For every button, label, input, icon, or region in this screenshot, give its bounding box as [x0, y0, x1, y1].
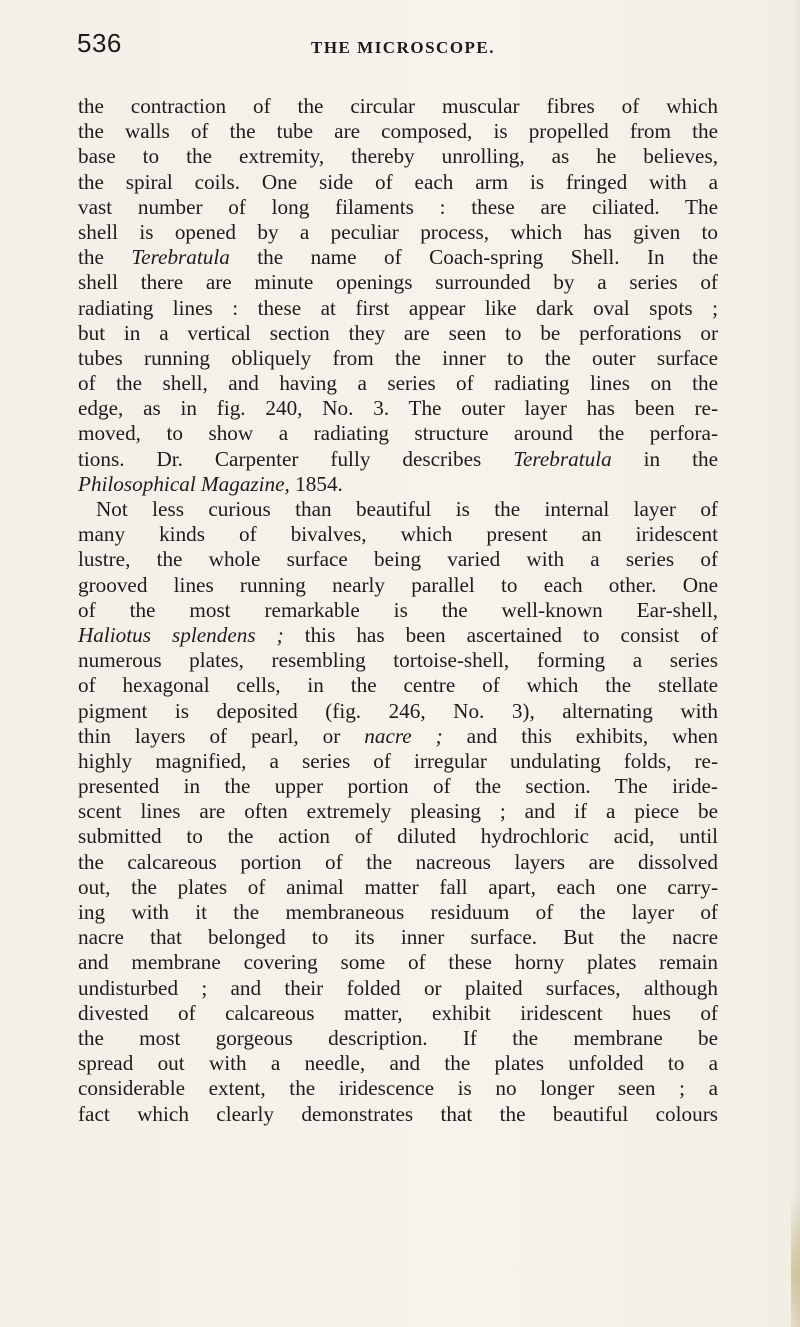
text-line [78, 925, 718, 950]
line-text-post: and this exhibits, when [442, 723, 719, 748]
text-line [78, 1026, 718, 1051]
text-line [78, 1001, 718, 1026]
text-line [78, 346, 718, 371]
line-text-post: 1854. [289, 471, 343, 496]
line-text-post: this has been ascertained to consist of [283, 622, 718, 647]
line-text: numerous plates, resembling tortoise-shell, forming a series [78, 648, 718, 673]
page-number: 536 [77, 28, 122, 58]
text-line [78, 1051, 718, 1076]
line-text: spread out with a needle, and the plates unfolded to a [78, 1051, 718, 1076]
line-text: submitted to the action of diluted hydrochloric acid, until [78, 824, 718, 849]
text-line [78, 598, 718, 623]
text-line [78, 421, 718, 446]
text-line [78, 472, 718, 497]
text-line [78, 799, 718, 824]
text-line [78, 220, 718, 245]
text-line [78, 195, 718, 220]
line-text: Not less curious than beautiful is the internal layer of [96, 497, 718, 521]
text-line [78, 547, 718, 572]
page-header [77, 28, 727, 68]
italic-term: Philosophical Magazine, [78, 471, 290, 496]
text-line [78, 976, 718, 1001]
line-text: of the shell, and having a series of radiating lines on the [78, 371, 718, 396]
line-text: the walls of the tube are composed, is propelled from the [78, 119, 718, 144]
line-text: base to the extremity, thereby unrolling, as he believes, [78, 144, 718, 169]
text-line [78, 1076, 718, 1101]
italic-term: Haliotus splendens ; [78, 622, 284, 647]
text-line [78, 900, 718, 925]
line-text: the most gorgeous description. If the membrane be [78, 1025, 718, 1050]
line-text: the calcareous portion of the nacreous layers are dissolved [78, 849, 718, 874]
line-text: but in a vertical section they are seen to be perforations or [78, 320, 718, 345]
line-text: scent lines are often extremely pleasing ; and if a piece be [78, 799, 718, 824]
line-text-pre: the [78, 245, 132, 270]
text-line [78, 296, 718, 321]
line-text-post: the name of Coach-spring Shell. In the [229, 245, 718, 270]
line-text: undisturbed ; and their folded or plaited surfaces, although [78, 975, 718, 1000]
text-line [78, 270, 718, 295]
line-text: grooved lines running nearly parallel to each other. One [78, 572, 718, 597]
line-text-post: in the [611, 446, 718, 471]
line-text: many kinds of bivalves, which present an iridescent [78, 522, 718, 547]
text-line [78, 170, 718, 195]
text-line [78, 144, 718, 169]
line-text: considerable extent, the iridescence is no longer seen ; a [78, 1076, 718, 1101]
italic-term: Terebratula [131, 245, 230, 270]
text-line [78, 94, 718, 119]
line-text: highly magnified, a series of irregular undulating folds, re- [78, 748, 718, 773]
italic-term: Terebratula [513, 446, 612, 471]
text-line [78, 875, 718, 900]
text-line [78, 1102, 718, 1127]
text-line [78, 850, 718, 875]
text-line [78, 824, 718, 849]
line-text-pre: tions. Dr. Carpenter fully describes [78, 446, 514, 471]
line-text: out, the plates of animal matter fall apart, each one carry- [78, 874, 718, 899]
line-text: pigment is deposited (fig. 246, No. 3), alternating with [78, 698, 718, 723]
line-text: moved, to show a radiating structure around the perfora- [78, 421, 718, 446]
text-line [78, 522, 718, 547]
text-line [78, 724, 718, 749]
text-line [78, 573, 718, 598]
line-text: divested of calcareous matter, exhibit iridescent hues of [78, 1000, 718, 1025]
line-text: and membrane covering some of these horny plates remain [78, 950, 718, 975]
line-text: presented in the upper portion of the section. The iride- [78, 774, 718, 799]
text-line [78, 699, 718, 724]
body-text [78, 94, 718, 1127]
text-line [78, 774, 718, 799]
line-text: tubes running obliquely from the inner to the outer surface [78, 345, 718, 370]
line-text: shell is opened by a peculiar process, which has given to [78, 219, 718, 244]
line-text: radiating lines : these at first appear like dark oval spots ; [78, 295, 718, 320]
text-line [78, 673, 718, 698]
line-text: of hexagonal cells, in the centre of which the stellate [78, 673, 718, 698]
page-edge-shadow [790, 0, 800, 1327]
line-text: the contraction of the circular muscular fibres of which [78, 94, 718, 118]
text-line [78, 623, 718, 648]
text-line [78, 648, 718, 673]
text-line [78, 497, 718, 522]
text-line [78, 119, 718, 144]
italic-term: nacre ; [364, 723, 443, 748]
text-line [78, 396, 718, 421]
text-line [78, 321, 718, 346]
line-text: nacre that belonged to its inner surface. But the nacre [78, 925, 718, 950]
line-text: the spiral coils. One side of each arm is fringed with a [78, 169, 718, 194]
line-text: shell there are minute openings surrounded by a series of [78, 270, 718, 295]
line-text: lustre, the whole surface being varied with a series of [78, 547, 718, 572]
text-line [78, 371, 718, 396]
line-text: of the most remarkable is the well-known Ear-shell, [78, 597, 718, 622]
line-text: fact which clearly demonstrates that the beautiful colours [78, 1101, 718, 1126]
line-text: edge, as in fig. 240, No. 3. The outer layer has been re- [78, 396, 718, 421]
text-line [78, 950, 718, 975]
text-line [78, 749, 718, 774]
text-line [78, 447, 718, 472]
line-text: ing with it the membraneous residuum of the layer of [78, 900, 718, 924]
line-text-pre: thin layers of pearl, or [78, 723, 365, 748]
text-line [78, 245, 718, 270]
page-edge-stain [791, 1195, 800, 1327]
running-head: THE MICROSCOPE. [311, 38, 496, 57]
line-text: vast number of long filaments : these are ciliated. The [78, 194, 718, 219]
